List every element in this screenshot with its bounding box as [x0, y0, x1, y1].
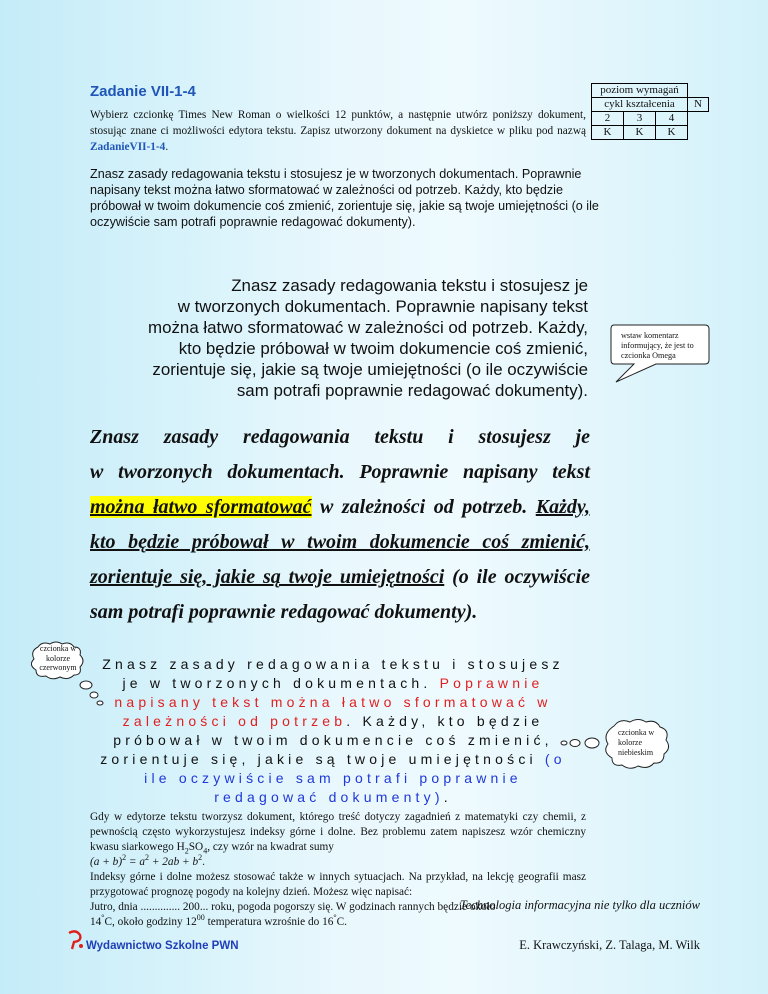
- text-line: [90, 490, 590, 525]
- task-instructions: [90, 107, 586, 155]
- text-span: Gdy w edytorze tekstu tworzysz dokument, którego treść dotyczy zagadnień z matematyki czy chemii, z pewnością często wykorzystujesz indeksy górne i dolne. Bez problemu zatem napiszesz wzór chemiczny kwasu siarkowego H: [90, 811, 586, 853]
- text-span: .: [443, 789, 452, 805]
- text-span: w zależności od potrzeb.: [311, 496, 536, 518]
- paragraph-letter-spaced: [96, 655, 570, 807]
- formula-part: + 2ab + b: [149, 856, 199, 868]
- text-line: można łatwo sformatować w zależności od potrzeb. Każdy,: [148, 318, 588, 337]
- req-cell: K: [623, 126, 655, 140]
- text-block: Indeksy górne i dolne możesz stosować także w innych sytuacjach. Na przykład, na lekcję geografii masz przygotować prognozę pogody na kolejny dzień. Możesz więc napisać:: [90, 871, 586, 898]
- subscript: 2: [184, 846, 189, 856]
- text-span: SO: [188, 841, 204, 853]
- footer-authors: E. Krawczyński, Z. Talaga, M. Wilk: [519, 938, 700, 952]
- callout-omega-text: wstaw komentarz informujący, że jest to czcionka Omega: [621, 331, 694, 360]
- requirements-table: [591, 83, 709, 140]
- requirements-header: poziom wymagań: [592, 84, 688, 98]
- superscript: 2: [122, 853, 127, 863]
- requirements-n: N: [688, 98, 709, 112]
- superscript: 00: [196, 913, 205, 923]
- intro-end: .: [165, 141, 169, 153]
- paragraph-large-right: [100, 275, 588, 401]
- publisher-name: Wydawnictwo Szkolne PWN: [86, 940, 239, 952]
- req-cell: K: [655, 126, 687, 140]
- text-line: zorientuje się, jakie są twoje umiejętności (o ile oczywiście: [152, 360, 588, 379]
- text-line: kto będzie próbował w twoim dokumencie coś zmienić,: [178, 339, 588, 358]
- formula-part: = a: [126, 856, 146, 868]
- intro-text: Wybierz czcionkę Times New Roman o wielkości 12 punktów, a następnie utwórz poniższy dokument, stosując znane ci możliwości edytora tekstu. Zapisz utworzony dokument na dyskietce w pliku pod nazwą: [90, 109, 586, 137]
- superscript: °: [333, 913, 337, 923]
- text-span: . Każdy, kto będzie próbował w twoim dokumencie coś zmienić, zorientuje się, jakie są twoje umiejętności: [100, 713, 553, 767]
- text-line: w tworzonych dokumentach. Poprawnie napisany tekst: [90, 461, 590, 483]
- text-span: 14: [90, 916, 102, 928]
- superscript: 2: [198, 853, 203, 863]
- text-block: Jutro, dnia .............. 200... roku, pogoda pogorszy się. W godzinach rannych będzie około: [90, 901, 496, 913]
- req-cell: K: [592, 126, 624, 140]
- cloud-blue-text: czcionka w kolorze niebieskim: [618, 728, 655, 757]
- text-line: Znasz zasady redagowania tekstu i stosujesz je: [231, 276, 588, 295]
- req-cell: 4: [655, 112, 687, 126]
- text-span: C, około godziny 12: [104, 916, 197, 928]
- underlined-line: kto będzie próbował w twoim dokumencie coś zmienić,: [90, 531, 590, 553]
- underlined-text: Każdy,: [535, 496, 590, 518]
- text-block: [90, 915, 586, 930]
- req-cell: 3: [623, 112, 655, 126]
- text-line: sam potrafi poprawnie redagować dokumenty).: [90, 601, 478, 623]
- text-span: .: [202, 856, 205, 868]
- text-line: sam potrafi poprawnie redagować dokumenty).: [236, 381, 588, 400]
- requirements-cycle-label: cykl kształcenia: [592, 98, 688, 112]
- file-name: ZadanieVII-1-4: [90, 141, 166, 153]
- text-line: w tworzonych dokumentach. Poprawnie napisany tekst: [177, 297, 588, 316]
- req-cell: 2: [592, 112, 624, 126]
- superscript: °: [101, 913, 105, 923]
- text-span: temperatura wzrośnie do 16: [204, 916, 334, 928]
- text-span: , czy wzór na kwadrat sumy: [207, 841, 334, 853]
- footer-series-title: Technologia informacyjna nie tylko dla uczniów: [459, 898, 700, 912]
- text-span: (o ile oczywiście: [444, 566, 590, 588]
- formula-part: (a + b): [90, 856, 123, 868]
- text-line: Znasz zasady redagowania tekstu i stosujesz je: [90, 426, 590, 448]
- paragraph-sans: Znasz zasady redagowania tekstu i stosujesz je w tworzonych dokumentach. Poprawnie napisany tekst można łatwo sformatować w zależności od potrzeb. Każdy, kto będzie próbował w twoim dokumencie coś zmienić, zorientuje się, jakie są twoje umiejętności (o ile oczywiście sam potrafi poprawnie redagować dokumenty).: [90, 167, 599, 229]
- red-text: Poprawnie napisany tekst można łatwo sformatować w zależności od potrzeb: [114, 675, 552, 729]
- blue-text: (o ile oczywiście sam potrafi poprawnie redagować dokumenty): [144, 751, 566, 805]
- text-span: C.: [336, 916, 347, 928]
- underlined-text: zorientuje się, jakie są twoje umiejętności: [90, 566, 445, 588]
- formula: [90, 855, 586, 870]
- text-span: Znasz zasady redagowania tekstu i stosujesz je w tworzonych dokumentach.: [102, 656, 564, 691]
- paragraph-bold-italic: [90, 420, 590, 630]
- pwn-logo-icon: [66, 929, 86, 951]
- text-block: [90, 810, 586, 855]
- highlighted-text: można łatwo sformatować: [90, 496, 312, 518]
- cloud-red-text: czcionka w kolorze czerwonym: [39, 644, 77, 672]
- text-line: [90, 560, 590, 595]
- subscript: 4: [203, 846, 208, 856]
- superscript: 2: [145, 853, 150, 863]
- task-title: Zadanie VII-1-4: [90, 83, 196, 100]
